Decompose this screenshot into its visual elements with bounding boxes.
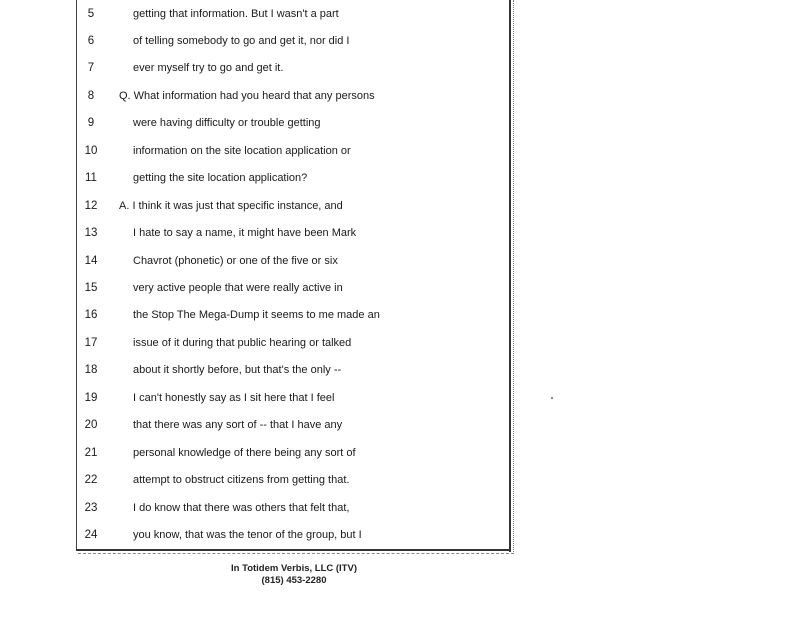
transcript-line <box>0 169 510 187</box>
line-number: 19 <box>84 392 98 404</box>
line-text: I do know that there was others that felt that, <box>133 502 350 514</box>
transcript-line <box>0 416 510 434</box>
transcript-line <box>0 87 510 105</box>
transcript-line <box>0 32 510 50</box>
line-text: I hate to say a name, it might have been Mark <box>133 227 357 239</box>
line-text: getting the site location application? <box>133 172 308 184</box>
line-number: 24 <box>84 529 98 541</box>
line-number: 5 <box>87 8 95 20</box>
transcript-line <box>0 389 510 407</box>
page-border-right-shadow <box>513 0 515 554</box>
line-number: 15 <box>84 282 98 294</box>
line-text: the Stop The Mega-Dump it seems to me made an <box>133 309 380 321</box>
line-text: that there was any sort of -- that I have any <box>133 419 343 431</box>
line-number: 17 <box>84 337 98 349</box>
line-text: A. I think it was just that specific instance, and <box>119 200 343 212</box>
transcript-line <box>0 499 510 517</box>
line-text: of telling somebody to go and get it, nor did I <box>133 35 350 47</box>
page-border-left <box>76 0 77 550</box>
transcript-line <box>0 444 510 462</box>
line-text: you know, that was the tenor of the group, but I <box>133 529 362 541</box>
line-text: issue of it during that public hearing or talked <box>133 337 352 349</box>
footer-phone: (815) 453-2280 <box>261 575 327 586</box>
line-number: 16 <box>84 309 98 321</box>
line-text: getting that information. But I wasn't a part <box>133 8 339 20</box>
line-number: 6 <box>87 35 95 47</box>
line-number: 20 <box>84 419 98 431</box>
transcript-line <box>0 526 510 544</box>
line-text: were having difficulty or trouble getting <box>133 117 321 129</box>
transcript-line <box>0 252 510 270</box>
line-text: information on the site location application or <box>133 145 351 157</box>
line-number: 12 <box>84 200 98 212</box>
transcript-line <box>0 361 510 379</box>
line-number: 14 <box>84 255 98 267</box>
line-text: attempt to obstruct citizens from getting that. <box>133 474 350 486</box>
line-number: 11 <box>85 172 97 184</box>
page-border-right <box>509 0 511 552</box>
line-text: I can't honestly say as I sit here that I feel <box>133 392 335 404</box>
line-number: 8 <box>87 90 95 102</box>
line-text: very active people that were really active in <box>133 282 343 294</box>
transcript-line <box>0 279 510 297</box>
line-number: 7 <box>87 62 95 74</box>
line-text: personal knowledge of there being any sort of <box>133 447 356 459</box>
line-number: 22 <box>84 474 98 486</box>
page-border-bottom <box>76 549 511 551</box>
line-number: 18 <box>84 364 98 376</box>
line-number: 21 <box>84 447 98 459</box>
transcript-line <box>0 334 510 352</box>
line-text: about it shortly before, but that's the only -- <box>133 364 342 376</box>
line-number: 10 <box>84 145 98 157</box>
line-number: 13 <box>84 227 98 239</box>
line-text: Chavrot (phonetic) or one of the five or six <box>133 255 338 267</box>
transcript-line <box>0 5 510 23</box>
line-text: ever myself try to go and get it. <box>133 62 284 74</box>
scan-speck <box>551 397 553 399</box>
line-number: 9 <box>87 117 95 129</box>
transcript-line <box>0 142 510 160</box>
page-border-bottom-shadow <box>78 553 514 554</box>
transcript-line <box>0 59 510 77</box>
transcript-line <box>0 306 510 324</box>
line-number: 23 <box>84 502 98 514</box>
transcript-line <box>0 197 510 215</box>
transcript-line <box>0 471 510 489</box>
footer-company: In Totidem Verbis, LLC (ITV) <box>231 563 357 574</box>
transcript-line <box>0 114 510 132</box>
line-text: Q. What information had you heard that any persons <box>119 90 375 102</box>
transcript-line <box>0 224 510 242</box>
